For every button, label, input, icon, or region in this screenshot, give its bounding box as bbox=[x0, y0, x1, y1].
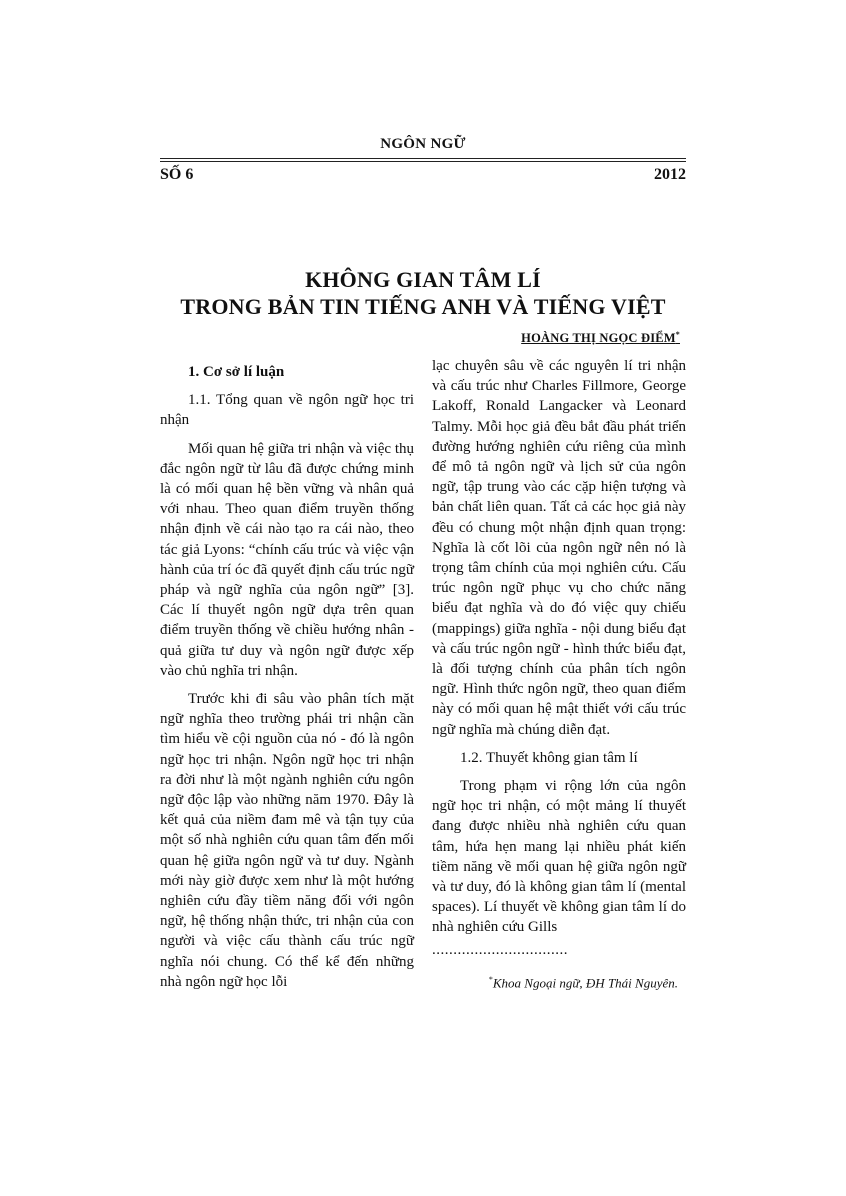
subsection-heading-1-2: 1.2. Thuyết không gian tâm lí bbox=[460, 749, 638, 766]
subsection-heading-1-1: 1.1. Tổng quan về ngôn ngữ học tri nhận bbox=[160, 392, 414, 429]
author-byline bbox=[521, 330, 680, 346]
author-footnote-mark: * bbox=[675, 330, 680, 339]
paragraph: Mối quan hệ giữa tri nhận và việc thụ đắc ngôn ngữ từ lâu đã được chứng minh là có mối quan hệ bền vững và nhân quả với nhau. Theo quan điểm truyền thống nhận định về cái nào tạo ra cái nào, theo tác giả Lyons: “chính cấu trúc và việc vận hành của trí óc đã quyết định cấu trúc ngữ pháp và ngữ nghĩa của ngôn ngữ” [3]. Các lí thuyết ngôn ngữ dựa trên quan điểm truyền thống về chiều hướng nhân - quả giữa tư duy và ngôn ngữ được xếp vào chủ nghĩa tri nhận. bbox=[160, 440, 414, 679]
issue-year: 2012 bbox=[654, 166, 686, 183]
paragraph: Trước khi đi sâu vào phân tích mặt ngữ nghĩa theo trường phái tri nhận cần tìm hiểu về cội nguồn của nó - đó là ngôn ngữ học tri nhận. Ngôn ngữ học tri nhận ra đời như là một ngành nghiên cứu ngôn ngữ độc lập vào những năm 1970. Đây là kết quả của niềm đam mê và tận tụy của một số nhà nghiên cứu quan tâm đến mối quan hệ giữa ngôn ngữ và tư duy. Ngành mới này giờ được xem như là một hướng nghiên cứu đầy tiềm năng đối với ngôn ngữ, hệ thống nhận thức, tri nhận của con người và việc cấu thành cấu trúc ngữ nghĩa nói chung. Có thể kể đến những nhà ngôn ngữ học lỗi bbox=[160, 691, 414, 990]
right-column bbox=[432, 356, 686, 993]
article-title bbox=[120, 266, 726, 320]
left-column bbox=[160, 362, 414, 992]
paragraph: lạc chuyên sâu về các nguyên lí tri nhận và cấu trúc như Charles Fillmore, George Lakoff, Ronald Langacker và Leonard Talmy. Mỗi học giả đều bắt đầu phát triển đường hướng nghiên cứu riêng của mình để mô tả ngôn ngữ và lịch sử của ngôn ngữ, tập trung vào các cặp hiện tượng và bản chất liên quan. Tất cả các học giả này đều có chung một nhận định quan trọng: Nghĩa là cốt lõi của ngôn ngữ nên nó là trọng tâm chính của mọi nghiên cứu. Cấu trúc ngôn ngữ phục vụ cho chức năng biểu đạt nghĩa và do đó việc quy chiếu (mappings) giữa nghĩa - nội dung biểu đạt và cấu trúc ngôn ngữ - hình thức biểu đạt, là đối tượng chính của phân tích ngôn ngữ. Hình thức ngôn ngữ, theo quan điểm này có mối quan hệ mật thiết với cấu trúc ngữ nghĩa mà chúng diễn đạt. bbox=[432, 358, 686, 738]
title-line-1: KHÔNG GIAN TÂM LÍ bbox=[305, 267, 541, 292]
footnote-text: Khoa Ngoại ngữ, ĐH Thái Nguyên. bbox=[492, 975, 678, 991]
section-heading: 1. Cơ sở lí luận bbox=[188, 364, 285, 380]
title-line-2: TRONG BẢN TIN TIẾNG ANH VÀ TIẾNG VIỆT bbox=[180, 294, 666, 319]
footnote bbox=[432, 970, 686, 994]
author-name: HOÀNG THỊ NGỌC ĐIỂM bbox=[521, 331, 676, 346]
journal-name: NGÔN NGỮ bbox=[380, 136, 466, 152]
header-rule-bottom bbox=[160, 161, 686, 162]
issue-number: SỐ 6 bbox=[160, 166, 194, 183]
header-rule-top bbox=[160, 158, 686, 159]
issue-row bbox=[160, 166, 686, 184]
footnote-mark: * bbox=[488, 974, 493, 984]
footnote-separator: ................................ bbox=[432, 941, 568, 958]
paragraph: Trong phạm vi rộng lớn của ngôn ngữ học tri nhận, có một mảng lí thuyết đang được nhiều nhà nghiên cứu quan tâm, hứa hẹn mang lại nhiều phát kiến tiềm năng về mối quan hệ giữa ngôn ngữ và tư duy, đó là không gian tâm lí (mental spaces). Lí thuyết về không gian tâm lí do nhà nghiên cứu Gills bbox=[432, 778, 686, 936]
journal-header bbox=[160, 136, 686, 184]
